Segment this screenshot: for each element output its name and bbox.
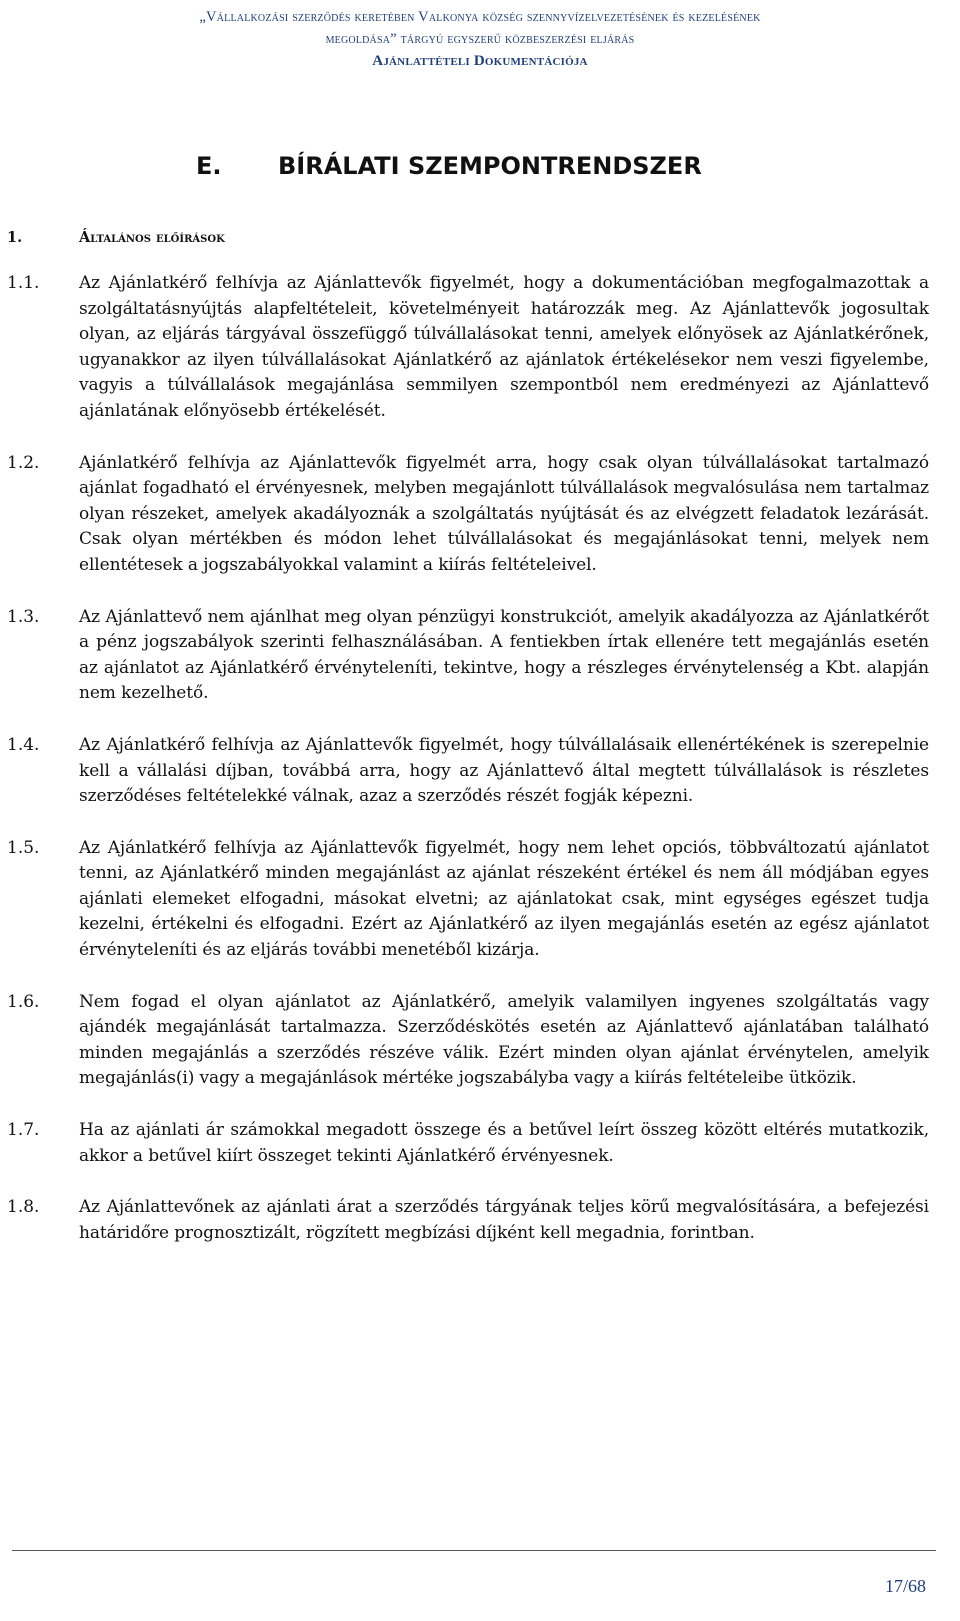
paragraph-text: Az Ajánlattevő nem ajánlhat meg olyan pénzügyi konstrukciót, amelyik akadályozza az Ajánlatkérőt a pénz jogszabályok szerinti felhasználásában. A fentiekben írtak ellenére tett megajánlás esetén az ajánlatot az Ajánlatkérő érvényteleníti, tekintve, hogy a részleges érvénytelenség a Kbt. alapján nem kezelhető. xyxy=(79,606,929,704)
paragraph-number: 1.7. xyxy=(7,1120,40,1141)
paragraph-number: 1.1. xyxy=(7,273,40,293)
section-letter: E. xyxy=(196,152,222,180)
subsection-heading xyxy=(7,229,225,246)
document-header xyxy=(0,6,960,72)
paragraph xyxy=(7,271,929,425)
header-line-3: Ajánlattételi Dokumentációja xyxy=(372,53,588,69)
paragraph-text: Az Ajánlatkérő felhívja az Ajánlattevők figyelmét, hogy nem lehet opciós, többváltozatú ajánlatot tenni, az Ajánlatkérő minden megajánlást az ajánlat részeként értékel és nem áll módjában egyes ajánlati elemeket elfogadni, másokat elvetni; az ajánlatokat csak, mint egységes egészet tudja kezelni, értékelni és elfogadni. Ezért az Ajánlatkérő az ilyen megajánlás esetén az egész ajánlatot érvényteleníti és az eljárás további menetéből kizárja. xyxy=(79,837,929,961)
paragraph-text: Az Ajánlattevőnek az ajánlati árat a szerződés tárgyának teljes körű megvalósítására, a befejezési határidőre prognosztizált, rögzített megbízási díjként kell megadnia, forintban. xyxy=(79,1197,929,1243)
paragraph xyxy=(7,1118,929,1169)
paragraph-number: 1.5. xyxy=(7,837,40,858)
paragraph-number: 1.8. xyxy=(7,1197,40,1218)
paragraph xyxy=(7,836,929,964)
footer-divider xyxy=(12,1550,936,1551)
section-title-text: BÍRÁLATI SZEMPONTRENDSZER xyxy=(278,152,702,180)
subsection-number: 1. xyxy=(7,229,23,246)
header-line-2: megoldása” tárgyú egyszerű közbeszerzési eljárás xyxy=(325,31,635,47)
subsection-title: Általános előírások xyxy=(79,229,225,246)
paragraph-number: 1.6. xyxy=(7,991,40,1012)
header-line-1: „Vállalkozási szerződés keretében Valkonya község szennyvízelvezetésének és kezelésének xyxy=(199,9,761,25)
paragraph xyxy=(7,990,929,1092)
paragraph-number: 1.3. xyxy=(7,606,40,627)
paragraph-text: Nem fogad el olyan ajánlatot az Ajánlatkérő, amelyik valamilyen ingyenes szolgáltatás vagy ajándék megajánlását tartalmazza. Szerződéskötés esetén az Ajánlattevő ajánlatában található minden megajánlás a szerződés részéve válik. Ezért minden olyan ajánlat érvénytelen, amelyik megajánlás(i) vagy a megajánlások mértéke jogszabályba vagy a kiírás feltételeibe ütközik. xyxy=(79,991,929,1089)
paragraph-number: 1.4. xyxy=(7,734,40,755)
paragraph-text: Ajánlatkérő felhívja az Ajánlattevők figyelmét arra, hogy csak olyan túlvállalásokat tartalmazó ajánlat fogadható el érvényesnek, melyben megajánlott túlvállalások megvalósulása nem tartalmaz olyan részeket, amelyek akadályoznák a szolgáltatás nyújtását és az elvégzett feladatok lezárását. Csak olyan mértékben és módon lehet túlvállalásokat és megajánlásokat tenni, melyek nem ellentétesek a jogszabályokkal valamint a kiírás feltételeivel. xyxy=(79,452,929,575)
paragraph xyxy=(7,1195,929,1246)
paragraph-text: Ha az ajánlati ár számokkal megadott összege és a betűvel leírt összeg között eltérés mutatkozik, akkor a betűvel kiírt összeget tekinti Ajánlatkérő érvényesnek. xyxy=(79,1120,929,1166)
paragraph-text: Az Ajánlatkérő felhívja az Ajánlattevők figyelmét, hogy túlvállalásaik ellenértékének is szerepelnie kell a vállalási díjban, továbbá arra, hogy az Ajánlattevő által megtett túlvállalások is részletes szerződéses feltételekké válnak, azaz a szerződés részét fogják képezni. xyxy=(79,734,929,807)
paragraph-number: 1.2. xyxy=(7,452,40,473)
paragraph xyxy=(7,605,929,707)
paragraph-text: Az Ajánlatkérő felhívja az Ajánlattevők figyelmét, hogy a dokumentációban megfogalmazottak a szolgáltatásnyújtás alapfeltételeit, követelményeit határozzák meg. Az Ajánlattevők jogosultak olyan, az eljárás tárgyával összefüggő túlvállalásokat tenni, amelyek előnyösek az Ajánlatkérőnek, ugyanakkor az ilyen túlvállalásokat Ajánlatkérő az ajánlatok értékelésekor nem veszi figyelembe, vagyis a túlvállalások megajánlása semmilyen szempontból nem eredményezi az Ajánlattevő ajánlatának előnyösebb értékelését. xyxy=(79,273,929,421)
section-title xyxy=(196,152,796,180)
paragraph-list xyxy=(7,271,929,1272)
paragraph xyxy=(7,733,929,810)
paragraph xyxy=(7,451,929,579)
page-number: 17/68 xyxy=(884,1576,926,1596)
